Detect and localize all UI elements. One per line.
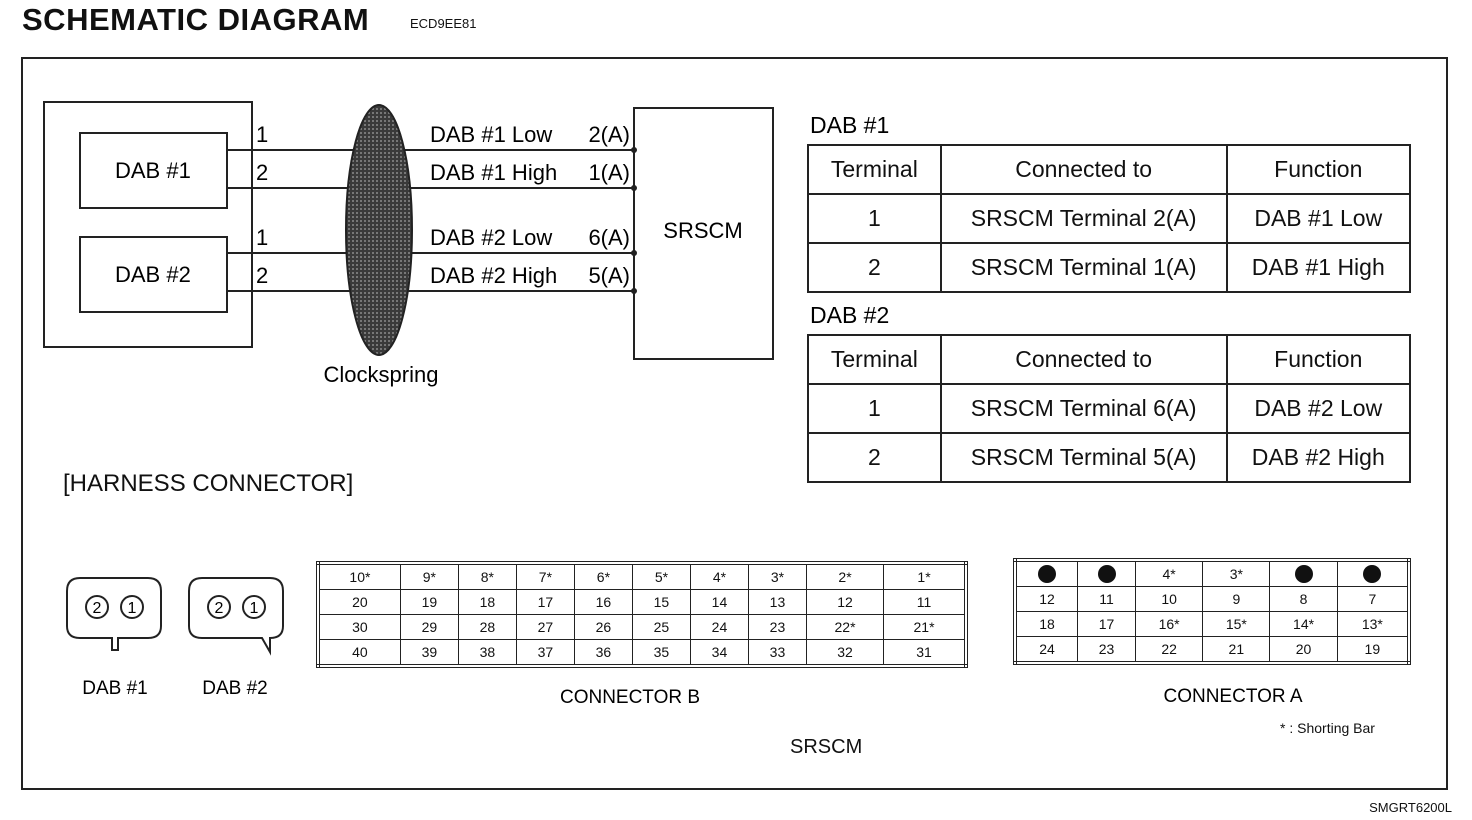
header-connected-to: Connected to: [941, 335, 1227, 384]
pin-cell: 21*: [884, 615, 966, 640]
pin-cell: 3*: [1203, 560, 1270, 587]
document-code: ECD9EE81: [410, 16, 477, 31]
pin-cell: 8: [1270, 587, 1337, 612]
connector-row: [1015, 587, 1409, 612]
table-title-dab1: DAB #1: [810, 112, 890, 138]
harness-connector-title: [HARNESS CONNECTOR]: [63, 470, 354, 497]
cell-terminal: 1: [808, 194, 941, 243]
pin-cell: 14*: [1270, 612, 1337, 637]
wire-pin-label: 6(A): [588, 225, 630, 250]
pin-cell: 33: [748, 640, 806, 667]
cell-connected-to: SRSCM Terminal 6(A): [941, 384, 1227, 433]
connector-b-grid: [316, 561, 968, 668]
dab2-label: DAB #2: [115, 262, 191, 287]
pin-cell: 5*: [632, 563, 690, 590]
cell-connected-to: SRSCM Terminal 1(A): [941, 243, 1227, 292]
connector-row: [318, 640, 966, 667]
dab2-terminal-table: [807, 334, 1411, 483]
wire-pin-label: 2(A): [588, 122, 630, 147]
junction-dot: [631, 147, 637, 153]
pin-cell: 9*: [400, 563, 458, 590]
pin-cell: 19: [400, 590, 458, 615]
pin-cell: 11: [1078, 587, 1136, 612]
pin-cell: 9: [1203, 587, 1270, 612]
pin-cell: 29: [400, 615, 458, 640]
pin-cell: 27: [516, 615, 574, 640]
pin-cell: 24: [690, 615, 748, 640]
pin-number: 1: [249, 600, 259, 617]
dab1-pin1-label: 1: [256, 122, 269, 147]
pin-cell: 17: [516, 590, 574, 615]
header-function: Function: [1227, 335, 1410, 384]
pin-cell: 37: [516, 640, 574, 667]
cell-connected-to: SRSCM Terminal 2(A): [941, 194, 1227, 243]
wire-label: DAB #1 High: [430, 160, 558, 185]
pin-cell: 32: [806, 640, 883, 667]
pin-cell: 11: [884, 590, 966, 615]
cell-function: DAB #1 Low: [1227, 194, 1410, 243]
pin-cell: 2*: [806, 563, 883, 590]
connector-row: [1015, 637, 1409, 664]
pin-cell: 28: [458, 615, 516, 640]
cell-function: DAB #2 High: [1227, 433, 1410, 482]
pin-cell: 30: [318, 615, 400, 640]
dab1-label: DAB #1: [115, 158, 191, 183]
wire-pin-label: 5(A): [588, 263, 630, 288]
unused-pin-cell: [1015, 560, 1078, 587]
pin-cell: 10: [1136, 587, 1203, 612]
table-header-row: [808, 145, 1410, 194]
table-row: [808, 194, 1410, 243]
pin-cell: 13*: [1337, 612, 1409, 637]
junction-dot: [631, 185, 637, 191]
connector-row: [318, 615, 966, 640]
connector-a-label: CONNECTOR A: [1163, 686, 1303, 707]
header-terminal: Terminal: [808, 335, 941, 384]
table-row: [808, 243, 1410, 292]
pin-cell: 25: [632, 615, 690, 640]
pin-cell: 7*: [516, 563, 574, 590]
pin-cell: 34: [690, 640, 748, 667]
header-function: Function: [1227, 145, 1410, 194]
pin-cell: 38: [458, 640, 516, 667]
pin-cell: 18: [1015, 612, 1078, 637]
unused-pin-cell: [1270, 560, 1337, 587]
pin-cell: 14: [690, 590, 748, 615]
dab1-terminal-table: [807, 144, 1411, 293]
pin-cell: 6*: [574, 563, 632, 590]
dab1-connector-label: DAB #1: [82, 678, 148, 699]
pin-number: 2: [92, 600, 102, 617]
pin-cell: 15*: [1203, 612, 1270, 637]
pin-number: 2: [214, 600, 224, 617]
unused-pin-cell: [1337, 560, 1409, 587]
table-header-row: [808, 335, 1410, 384]
figure-code: SMGRT6200L: [1369, 800, 1452, 815]
pin-cell: 39: [400, 640, 458, 667]
pin-cell: 35: [632, 640, 690, 667]
clockspring-label: Clockspring: [323, 362, 439, 387]
dab2-connector-label: DAB #2: [202, 678, 268, 699]
unused-pin-cell: [1078, 560, 1136, 587]
pin-cell: 1*: [884, 563, 966, 590]
cell-terminal: 2: [808, 433, 941, 482]
header-connected-to: Connected to: [941, 145, 1227, 194]
srscm-label: SRSCM: [663, 218, 743, 243]
pin-cell: 17: [1078, 612, 1136, 637]
pin-cell: 40: [318, 640, 400, 667]
dab1-connector-shape: [67, 578, 161, 650]
pin-cell: 26: [574, 615, 632, 640]
cell-function: DAB #2 Low: [1227, 384, 1410, 433]
pin-cell: 22*: [806, 615, 883, 640]
cell-connected-to: SRSCM Terminal 5(A): [941, 433, 1227, 482]
pin-cell: 36: [574, 640, 632, 667]
pin-cell: 23: [1078, 637, 1136, 664]
connector-row: [318, 590, 966, 615]
pin-cell: 7: [1337, 587, 1409, 612]
header-terminal: Terminal: [808, 145, 941, 194]
dab2-pin1-label: 1: [256, 225, 269, 250]
cell-terminal: 2: [808, 243, 941, 292]
pin-cell: 20: [1270, 637, 1337, 664]
pin-cell: 24: [1015, 637, 1078, 664]
pin-number: 1: [127, 600, 137, 617]
shorting-bar-note: * : Shorting Bar: [1280, 720, 1375, 736]
filled-pin-dot: [1038, 565, 1056, 583]
pin-cell: 13: [748, 590, 806, 615]
wire-label: DAB #2 High: [430, 263, 558, 288]
page-title: SCHEMATIC DIAGRAM: [22, 2, 370, 37]
connector-row: [318, 563, 966, 590]
pin-cell: 18: [458, 590, 516, 615]
pin-cell: 12: [806, 590, 883, 615]
junction-dot: [631, 250, 637, 256]
cell-terminal: 1: [808, 384, 941, 433]
pin-cell: 21: [1203, 637, 1270, 664]
srscm-caption: SRSCM: [790, 736, 863, 758]
connector-b-label: CONNECTOR B: [559, 687, 701, 708]
filled-pin-dot: [1295, 565, 1313, 583]
pin-cell: 10*: [318, 563, 400, 590]
pin-cell: 23: [748, 615, 806, 640]
clockspring-ellipse: [346, 105, 412, 355]
pin-cell: 4*: [1136, 560, 1203, 587]
pin-cell: 12: [1015, 587, 1078, 612]
pin-cell: 3*: [748, 563, 806, 590]
connector-row: [1015, 612, 1409, 637]
connector-row: [1015, 560, 1409, 587]
pin-cell: 20: [318, 590, 400, 615]
filled-pin-dot: [1363, 565, 1381, 583]
wire-label: DAB #2 Low: [430, 225, 553, 250]
wire-label: DAB #1 Low: [430, 122, 553, 147]
dab1-pin2-label: 2: [256, 160, 269, 185]
pin-cell: 19: [1337, 637, 1409, 664]
connector-a-grid: [1013, 558, 1411, 665]
pin-cell: 16*: [1136, 612, 1203, 637]
pin-cell: 22: [1136, 637, 1203, 664]
pin-cell: 16: [574, 590, 632, 615]
table-row: [808, 433, 1410, 482]
cell-function: DAB #1 High: [1227, 243, 1410, 292]
filled-pin-dot: [1098, 565, 1116, 583]
table-row: [808, 384, 1410, 433]
dab2-connector-shape: [189, 578, 283, 652]
pin-cell: 15: [632, 590, 690, 615]
pin-cell: 4*: [690, 563, 748, 590]
wire-pin-label: 1(A): [588, 160, 630, 185]
pin-cell: 8*: [458, 563, 516, 590]
junction-dot: [631, 288, 637, 294]
pin-cell: 31: [884, 640, 966, 667]
table-title-dab2: DAB #2: [810, 302, 890, 328]
dab2-pin2-label: 2: [256, 263, 269, 288]
